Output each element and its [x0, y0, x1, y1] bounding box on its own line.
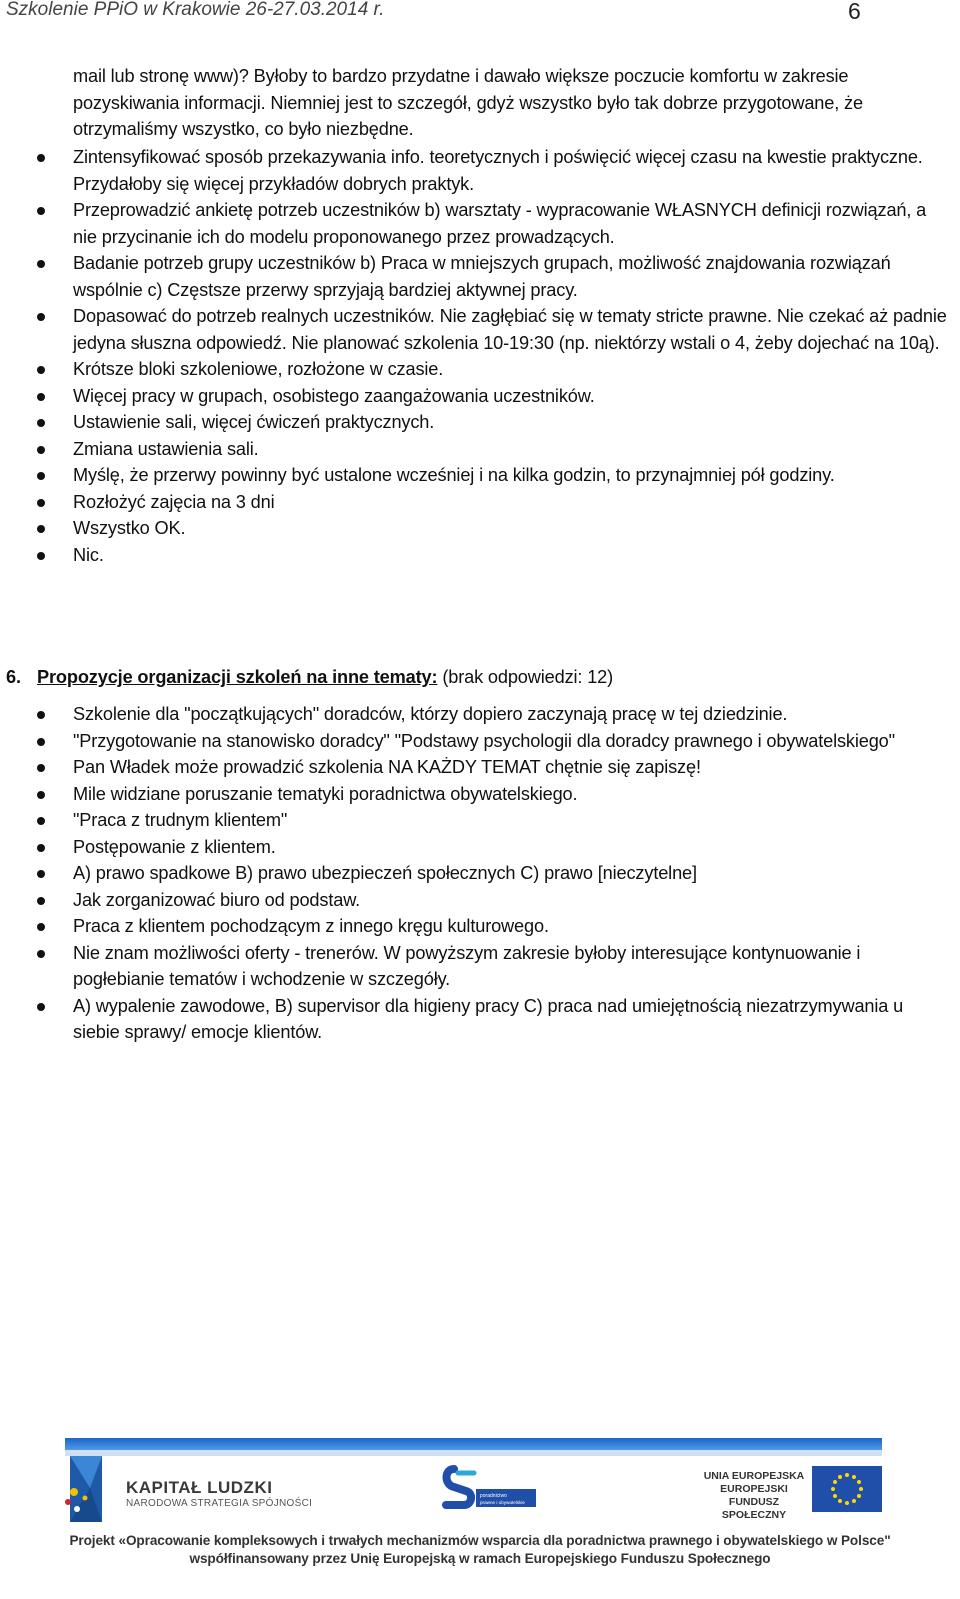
footer-caption-line1: Projekt «Opracowanie kompleksowych i trwałych mechanizmów wsparcia dla poradnictwa prawnego i obywatelskiego w Polsce"	[69, 1533, 891, 1548]
list-item: Nic.	[0, 542, 960, 569]
list-item: Szkolenie dla "początkujących" doradców, którzy dopiero zaczynają pracę w tej dziedzinie.	[0, 701, 960, 728]
list-item: Rozłożyć zajęcia na 3 dni	[0, 489, 960, 516]
list-item: Nie znam możliwości oferty - trenerów. W powyższym zakresie byłoby interesujące kontynuowanie i pogłebianie tematów i wchodzenie w szczegóły.	[0, 940, 960, 993]
list-item: Wszystko OK.	[0, 515, 960, 542]
footer-caption-line2: współfinansowany przez Unię Europejską w ramach Europejskiego Funduszu Społecznego	[189, 1551, 771, 1566]
answers-list-5	[0, 144, 960, 568]
list-item: Zintensyfikować sposób przekazywania info. teoretycznych i poświęcić więcej czasu na kwestie praktyczne. Przydałoby się więcej przykładów dobrych praktyk.	[0, 144, 960, 197]
section-number: 6.	[6, 667, 21, 687]
list-item: Pan Władek może prowadzić szkolenia NA KAŻDY TEMAT chętnie się zapiszę!	[0, 754, 960, 781]
ue-logo-text	[700, 1470, 808, 1522]
kl-logo-name: KAPITAŁ LUDZKI	[126, 1478, 273, 1497]
list-item: Mile widziane poruszanie tematyki poradnictwa obywatelskiego.	[0, 781, 960, 808]
list-item: Ustawienie sali, więcej ćwiczeń praktycznych.	[0, 409, 960, 436]
list-item: Postępowanie z klientem.	[0, 834, 960, 861]
eu-flag-icon	[812, 1466, 882, 1512]
list-item: Praca z klientem pochodzącym z innego kręgu kulturowego.	[0, 913, 960, 940]
list-item: Więcej pracy w grupach, osobistego zaangażowania uczestników.	[0, 383, 960, 410]
header-title: Szkolenie PPiO w Krakowie 26-27.03.2014 r.	[6, 0, 385, 20]
list-item: Badanie potrzeb grupy uczestników b) Praca w mniejszych grupach, możliwość znajdowania rozwiązań wspólnie c) Częstsze przerwy sprzyjają bardziej aktywnej pracy.	[0, 250, 960, 303]
page-number: 6	[848, 0, 861, 24]
pp-logo-line2: prawne i obywatelskie	[480, 1500, 525, 1505]
pp-logo-line1: poradnictwo	[480, 1493, 507, 1499]
list-item: Myślę, że przerwy powinny być ustalone wcześniej i na kilka godzin, to przynajmniej pół godziny.	[0, 462, 960, 489]
list-item: Dopasować do potrzeb realnych uczestników. Nie zagłębiać się w tematy stricte prawne. Nie czekać aż padnie jedyna słuszna odpowiedź. Nie planować szkolenia 10-19:30 (np. niektórzy wstali o 4, żeby dojechać na 10ą).	[0, 303, 960, 356]
poradnictwo-logo	[440, 1465, 540, 1519]
list-item: "Praca z trudnym klientem"	[0, 807, 960, 834]
kl-logo-subtitle: NARODOWA STRATEGIA SPÓJNOŚCI	[126, 1498, 313, 1509]
section-6-heading	[6, 664, 613, 691]
list-item: A) wypalenie zawodowe, B) supervisor dla higieny pracy C) praca nad umiejętnością niezatrzymywania u siebie sprawy/ emocje klientów.	[0, 993, 960, 1046]
list-item: "Przygotowanie na stanowisko doradcy" "Podstawy psychologii dla doradcy prawnego i obywatelskiego"	[0, 728, 960, 755]
continuation-paragraph: mail lub stronę www)? Byłoby to bardzo przydatne i dawało większe poczucie komfortu w zakresie pozyskiwania informacji. Niemniej jest to szczegół, gdyż wszystko było tak dobrze przygotowane, że otrzymaliśmy wszystko, co było niezbędne.	[73, 66, 863, 139]
ue-line3: FUNDUSZ SPOŁECZNY	[721, 1496, 787, 1521]
list-item: Zmiana ustawienia sali.	[0, 436, 960, 463]
list-item: Krótsze bloki szkoleniowe, rozłożone w czasie.	[0, 356, 960, 383]
list-item: A) prawo spadkowe B) prawo ubezpieczeń społecznych C) prawo [nieczytelne]	[0, 860, 960, 887]
ue-line2: EUROPEJSKI	[720, 1483, 788, 1495]
list-item: Jak zorganizować biuro od podstaw.	[0, 887, 960, 914]
ue-line1: UNIA EUROPEJSKA	[703, 1470, 805, 1482]
list-item: Przeprowadzić ankietę potrzeb uczestników b) warsztaty - wypracowanie WŁASNYCH definicji rozwiązań, a nie przycinanie ich do modelu proponowanego przez prowadzących.	[0, 197, 960, 250]
footer-band	[65, 1438, 882, 1450]
section-title: Propozycje organizacji szkoleń na inne tematy:	[37, 667, 438, 687]
answers-list-6	[0, 701, 960, 1046]
section-note: (brak odpowiedzi: 12)	[437, 667, 614, 687]
